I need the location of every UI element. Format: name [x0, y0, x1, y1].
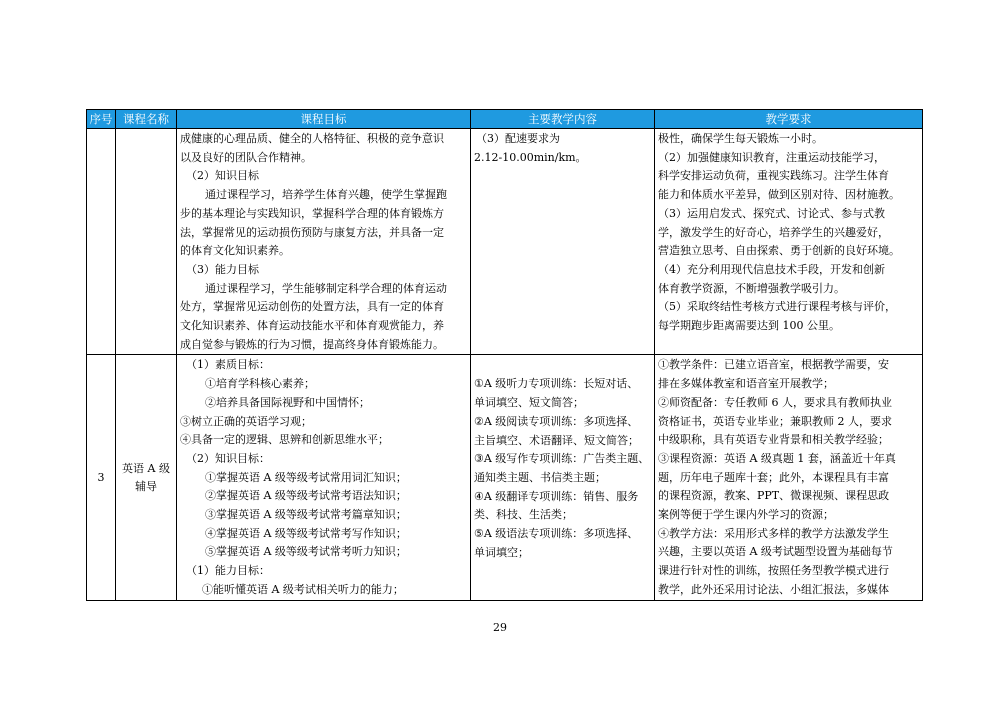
content-line: 单词填空、短文简答； — [474, 396, 584, 410]
teaching-requirements-cell — [655, 129, 923, 355]
goal-line: 的体育文化知识素养。 — [180, 244, 290, 258]
content-line: 类、科技、生活类； — [474, 508, 573, 522]
goal-line: ②掌握英语 A 级等级考试常考语法知识； — [205, 489, 407, 503]
goal-line: 以及良好的团队合作精神。 — [180, 150, 312, 164]
goal-line: ④掌握英语 A 级等级考试常考写作知识； — [205, 526, 407, 540]
requirement-line: ③课程资源：英语 A 级真题 1 套，涵盖近十年真 — [658, 451, 896, 465]
goal-line: 通过课程学习，学生能够制定科学合理的体育运动 — [205, 281, 447, 295]
requirement-line: 资格证书，英语专业毕业；兼职教师 2 人，要求 — [658, 414, 892, 428]
header-course-name: 课程名称 — [116, 110, 177, 129]
requirement-line: 题，历年电子题库十套；此外，本课程具有丰富 — [658, 470, 889, 484]
curriculum-table — [86, 109, 923, 601]
requirement-line: ①教学条件：已建立语音室，根据教学需要，安 — [658, 358, 889, 372]
goal-line: 法，掌握常见的运动损伤预防与康复方法，并具备一定 — [180, 225, 444, 239]
header-number: 序号 — [87, 110, 116, 129]
content-line: ④A 级翻译专项训练：销售、服务 — [474, 489, 639, 503]
requirement-line: 营造独立思考、自由探索、勇于创新的良好环境。 — [658, 244, 900, 258]
goal-line: 成自觉参与锻炼的行为习惯，提高终身体育锻炼能力。 — [180, 337, 444, 351]
requirement-line: 中级职称，具有英语专业背景和相关教学经验； — [658, 433, 889, 447]
requirement-line: （2）加强健康知识教育，注重运动技能学习， — [658, 150, 885, 164]
course-name-cell — [116, 355, 177, 600]
course-name-cell — [116, 129, 177, 355]
header-main-content: 主要教学内容 — [471, 110, 655, 129]
requirement-line: （3）运用启发式、探究式、讨论式、参与式教 — [658, 206, 885, 220]
table-header-row — [87, 110, 923, 129]
requirement-line: 体育教学资源，不断增强教学吸引力。 — [658, 281, 845, 295]
requirement-line: 极性，确保学生每天锻炼一小时。 — [658, 132, 823, 145]
teaching-requirements-cell — [655, 355, 923, 600]
course-name: 英语 A 级 — [122, 461, 170, 475]
page-number: 29 — [493, 621, 507, 634]
row-number-cell — [87, 129, 116, 355]
requirement-line: 兴趣，主要以英语 A 级考试题型设置为基础每节 — [658, 545, 893, 559]
goal-line: ⑤掌握英语 A 级等级考试常考听力知识； — [205, 545, 407, 559]
goal-line: 成健康的心理品质、健全的人格特征、积极的竞争意识 — [180, 132, 444, 145]
requirement-line: ②师资配备：专任教师 6 人，要求具有教师执业 — [658, 395, 892, 409]
main-content-cell — [471, 129, 655, 355]
content-line: 通知类主题、书信类主题； — [474, 470, 606, 484]
course-goals-cell — [177, 355, 471, 600]
goal-heading: （1）素质目标： — [186, 358, 270, 372]
goal-line: ③树立正确的英语学习观； — [180, 414, 312, 428]
requirement-line: 排在多媒体教室和语音室开展教学； — [658, 377, 834, 391]
goal-line: 处方，掌握常见运动创伤的处置方法，具有一定的体育 — [180, 300, 444, 314]
content-line: ③A 级写作专项训练：广告类主题、 — [474, 452, 650, 466]
requirement-line: 科学安排运动负荷，重视实践练习。注学生体育 — [658, 169, 889, 183]
goal-heading: （1）能力目标： — [186, 564, 270, 578]
content-line: （3）配速要求为 — [476, 132, 560, 145]
goal-line: ④具备一定的逻辑、思辨和创新思维水平； — [180, 433, 389, 447]
goal-line: ②培养具备国际视野和中国情怀； — [205, 395, 370, 409]
requirement-line: 案例等便于学生课内外学习的资源； — [658, 508, 834, 522]
content-line: 2.12-10.00min/km。 — [474, 150, 587, 164]
table-row — [87, 129, 923, 355]
table-row — [87, 355, 923, 600]
content-line: ⑤A 级语法专项训练：多项选择、 — [474, 527, 639, 541]
requirement-line: （5）采取终结性考核方式进行课程考核与评价， — [658, 300, 896, 314]
course-goals-cell — [177, 129, 471, 355]
goal-line: ①培育学科核心素养； — [205, 377, 315, 391]
header-teaching-requirements: 教学要求 — [655, 110, 923, 129]
goal-line: 步的基本理论与实践知识，掌握科学合理的体育锻炼方 — [180, 206, 444, 220]
requirement-line: 课进行针对性的训练，按照任务型教学模式进行 — [658, 564, 889, 578]
goal-line: ①能听懂英语 A 级考试相关听力的能力； — [202, 582, 404, 596]
content-line: 单词填空； — [474, 545, 529, 559]
requirement-line: 学，激发学生的好奇心，培养学生的兴趣爱好， — [658, 225, 889, 239]
requirement-line: 的课程资源，教案、PPT、微课视频、课程思政 — [658, 489, 890, 503]
row-number-cell — [87, 355, 116, 600]
content-line: ①A 级听力专项训练：长短对话、 — [474, 377, 639, 391]
content-line: 主旨填空、术语翻译、短文简答； — [474, 433, 639, 447]
goal-heading: （3）能力目标 — [186, 262, 259, 276]
goal-heading: （2）知识目标： — [186, 451, 270, 465]
goal-line: 通过课程学习，培养学生体育兴趣，使学生掌握跑 — [205, 188, 447, 202]
row-number: 3 — [97, 470, 105, 484]
requirement-line: （4）充分利用现代信息技术手段，开发和创新 — [658, 262, 885, 276]
goal-heading: （2）知识目标 — [186, 169, 259, 183]
course-name: 辅导 — [135, 479, 157, 493]
goal-line: ①掌握英语 A 级等级考试常用词汇知识； — [205, 470, 407, 484]
requirement-line: 能力和体质水平差异，做到区别对待、因材施教。 — [658, 188, 900, 202]
requirement-line: 教学，此外还采用讨论法、小组汇报法，多媒体 — [658, 582, 889, 596]
main-content-cell — [471, 355, 655, 600]
requirement-line: 每学期跑步距离需要达到 100 公里。 — [658, 319, 840, 333]
requirement-line: ④教学方法：采用形式多样的教学方法激发学生 — [658, 526, 889, 540]
header-course-goals: 课程目标 — [177, 110, 471, 129]
content-line: ②A 级阅读专项训练：多项选择、 — [474, 414, 639, 428]
goal-line: 文化知识素养、体育运动技能水平和体育观赏能力，养 — [180, 319, 444, 333]
goal-line: ③掌握英语 A 级等级考试常考篇章知识； — [205, 508, 407, 522]
